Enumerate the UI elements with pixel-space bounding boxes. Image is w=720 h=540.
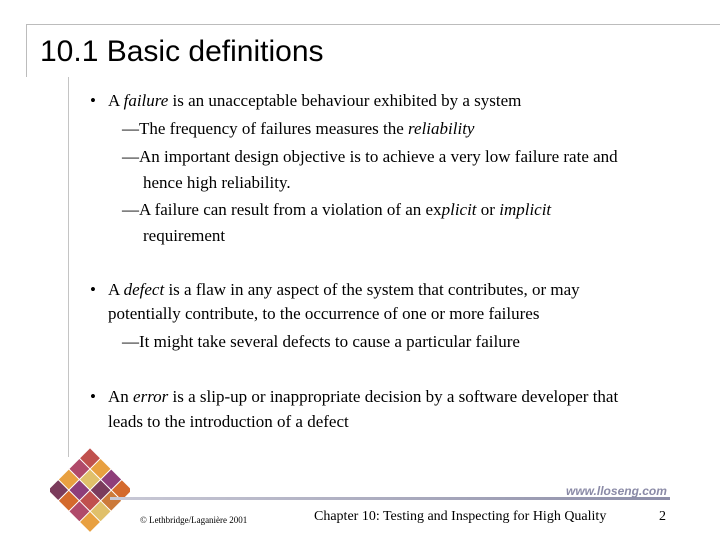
bullet-failure: A failure is an unacceptable behaviour exhibited by a system bbox=[108, 91, 522, 110]
decorative-mosaic-image bbox=[50, 438, 130, 538]
slide-title: 10.1 Basic definitions bbox=[40, 35, 324, 68]
sub-bullet-several-defects: —It might take several defects to cause a particular failure bbox=[122, 332, 520, 351]
bullet-defect: A defect is a flaw in any aspect of the system that contributes, or may bbox=[108, 280, 580, 299]
sub-bullet-design-objective: —An important design objective is to achieve a very low failure rate and bbox=[122, 147, 618, 166]
term-defect: defect bbox=[123, 280, 165, 299]
term-error: error bbox=[133, 387, 169, 406]
footer-website: www.lloseng.com bbox=[566, 484, 667, 498]
bullet-marker: • bbox=[90, 387, 96, 406]
sub-bullet-reliability: —The frequency of failures measures the reliability bbox=[122, 119, 475, 138]
footer-copyright: © Lethbridge/Laganière 2001 bbox=[140, 515, 248, 525]
bullet-marker: • bbox=[90, 91, 96, 110]
bullet-error-cont: leads to the introduction of a defect bbox=[108, 412, 349, 431]
term-failure: failure bbox=[123, 91, 169, 110]
bullet-error: An error is a slip-up or inappropriate decision by a software developer that bbox=[108, 387, 619, 406]
sub-bullet-violation: —A failure can result from a violation of an explicit or implicit bbox=[122, 200, 552, 219]
bullet-marker: • bbox=[90, 280, 96, 299]
sub-bullet-design-objective-cont: hence high reliability. bbox=[143, 173, 291, 192]
sub-bullet-violation-cont: requirement bbox=[143, 226, 226, 245]
footer-chapter-title: Chapter 10: Testing and Inspecting for High Quality bbox=[314, 509, 607, 524]
bullet-defect-cont: potentially contribute, to the occurrence of one or more failures bbox=[108, 304, 540, 323]
page-number: 2 bbox=[659, 509, 666, 524]
